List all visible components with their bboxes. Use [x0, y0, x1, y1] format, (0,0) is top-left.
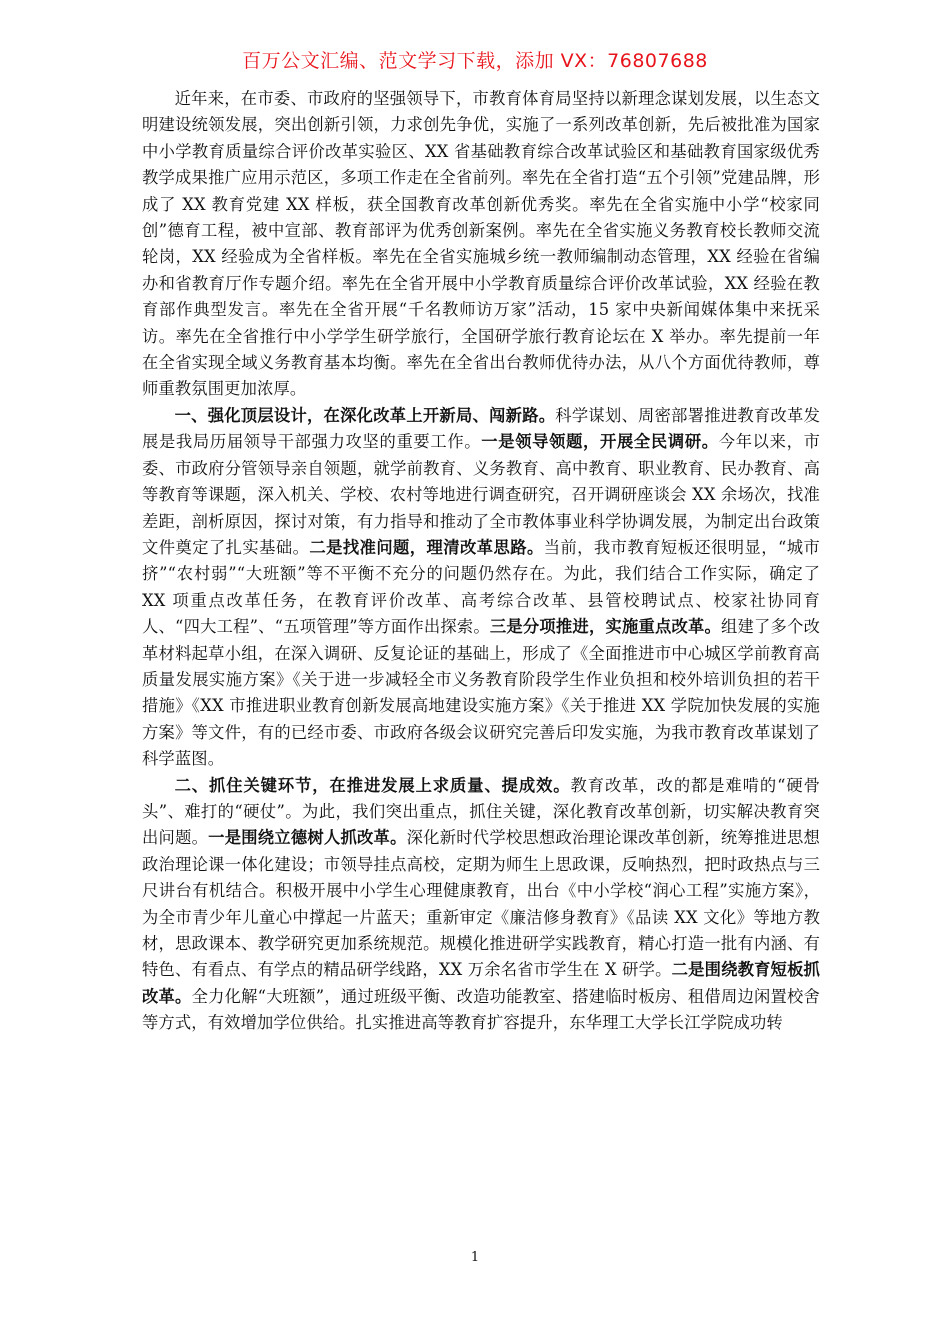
watermark-banner: 百万公文汇编、范文学习下载，添加 VX：76807688: [242, 50, 708, 72]
point-heading: 二是找准问题，理清改革思路。: [309, 537, 544, 557]
text-segment: 组建了多个改革材料起草小组，在深入调研、反复论证的基础上，形成了《全面推进市中心城区学前教育高质量发展实施方案》《关于进一步减轻全市义务教育阶段学生作业负担和校外培训负担的若干措施》《XX 市推进职业教育创新发展高地建设实施方案》《关于推进 XX 学院加快发展的实施方案》等文件，有的已经市委、市政府各级会议研究完善后印发实施，为我市教育改革谋划了科学蓝图。: [142, 617, 821, 769]
paragraph: [142, 773, 820, 1037]
point-heading: 二是围绕教育短板抓改革。: [142, 960, 820, 1006]
text-segment: 今年以来，市委、市政府分管领导亲自领题，就学前教育、义务教育、高中教育、职业教育、民办教育、高等教育等课题，深入机关、学校、农村等地进行调查研究，召开调研座谈会 XX 余场次，找准差距，剖析原因，探讨对策，有力指导和推动了全市教体事业科学协调发展，为制定出台政策文件奠定了扎实基础。: [142, 432, 820, 557]
text-segment: 全力化解“大班额”，通过班级平衡、改造功能教室、搭建临时板房、租借周边闲置校舍等方式，有效增加学位供给。扎实推进高等教育扩容提升，东华理工大学长江学院成功转: [142, 986, 820, 1033]
document-body: [142, 86, 820, 1037]
section-heading: 二、抓住关键环节，在推进发展上求质量、提成效。: [174, 775, 571, 795]
text-segment: 深化新时代学校思想政治理论课改革创新，统筹推进思想政治理论课一体化建设；市领导挂点高校，定期为师生上思政课，反响热烈，把时政热点与三尺讲台有机结合。积极开展中小学生心理健康教育，出台《中小学校“润心工程”实施方案》，为全市青少年儿童心中撑起一片蓝天；重新审定《廉洁修身教育》《品读 XX 文化》等地方教材，思政课本、教学研究更加系统规范。规模化推进研学实践教育，精心打造一批有内涵、有特色、有看点、有学点的精品研学线路，XX 万余名省市学生在 X 研学。: [142, 828, 820, 980]
text-segment: 科学谋划、周密部署推进教育改革发展是我局历届领导干部强力攻坚的重要工作。: [142, 405, 821, 452]
text-segment: 教育改革，改的都是难啃的“硬骨头”、难打的“硬仗”。为此，我们突出重点，抓住关键，深化教育改革创新，切实解决教育突出问题。: [142, 775, 821, 848]
text-segment: 当前，我市教育短板还很明显，“城市挤”“农村弱”“大班额”等不平衡不充分的问题仍然存在。为此，我们结合工作实际，确定了 XX 项重点改革任务，在教育评价改革、高考综合改革、县管校聘试点、校家社协同育人、“四大工程”、“五项管理”等方面作出探索。: [142, 537, 820, 637]
point-heading: 一是领导领题，开展全民调研。: [481, 432, 719, 452]
section-heading: 一、强化顶层设计，在深化改革上开新局、闯新路。: [174, 405, 556, 425]
point-heading: 三是分项推进，实施重点改革。: [489, 617, 722, 637]
paragraph: [142, 403, 820, 773]
text-segment: 近年来，在市委、市政府的坚强领导下，市教育体育局坚持以新理念谋划发展，以生态文明建设统领发展，突出创新引领，力求创先争优，实施了一系列改革创新，先后被批准为国家中小学教育质量综合评价改革实验区、XX 省基础教育综合改革试验区和基础教育国家级优秀教学成果推广应用示范区，多项工作走在全省前列。率先在全省打造“五个引领”党建品牌，形成了 XX 教育党建 XX 样板，获全国教育改革创新优秀奖。率先在全省实施中小学“校家同创”德育工程，被中宣部、教育部评为优秀创新案例。率先在全省实施义务教育校长教师交流轮岗，XX 经验成为全省样板。率先在全省实施城乡统一教师编制动态管理，XX 经验在省编办和省教育厅作专题介绍。率先在全省开展中小学教育质量综合评价改革试验，XX 经验在教育部作典型发言。率先在全省开展“千名教师访万家”活动，15 家中央新闻媒体集中来抚采访。率先在全省推行中小学学生研学旅行，全国研学旅行教育论坛在 X 举办。率先提前一年在全省实现全域义务教育基本均衡。率先在全省出台教师优待办法，从八个方面优待教师，尊师重教氛围更加浓厚。: [142, 89, 821, 399]
paragraph: [142, 86, 820, 403]
point-heading: 一是围绕立德树人抓改革。: [208, 828, 407, 848]
page-number: 1: [470, 1250, 480, 1265]
